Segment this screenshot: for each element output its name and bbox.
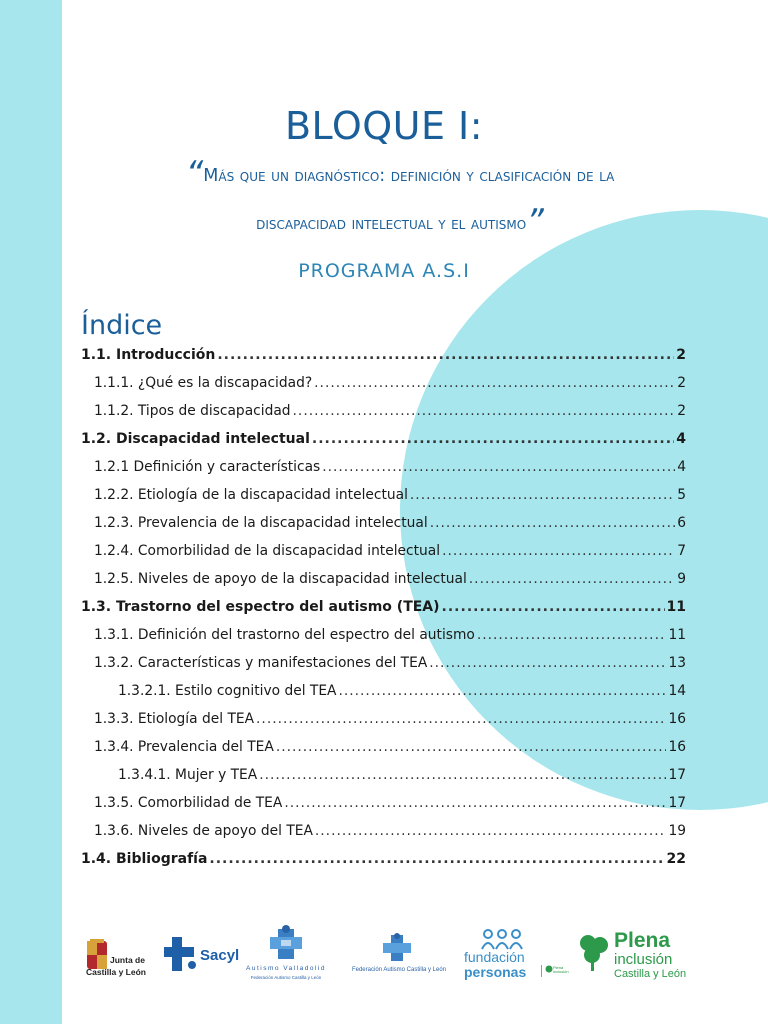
toc-entry[interactable] [81,851,686,873]
toc-entry-page: 6 [677,515,686,531]
toc-entry[interactable] [94,403,686,425]
toc-entry-page: 2 [677,375,686,391]
toc-entry-label: 1.3.1. Definición del trastorno del espectro del autismo [94,627,475,643]
toc-leader-dots [477,627,667,643]
federacion-text: Federación Autismo Castilla y León [351,967,447,973]
toc-entry-label: 1.3.5. Comorbilidad de TEA [94,795,283,811]
plena-small-icon [545,965,553,973]
fundacion-personas-logo [462,929,572,985]
toc-leader-dots [209,851,664,867]
program-name: PROGRAMA A.S.I [298,260,470,282]
toc-leader-dots [442,543,675,559]
toc-entry-page: 2 [677,403,686,419]
toc-leader-dots [315,823,667,839]
toc-entry-label: 1.4. Bibliografía [81,851,208,867]
toc-entry[interactable] [81,347,686,369]
toc-entry-page: 19 [668,823,686,839]
autismo-valladolid-logo [240,925,332,985]
toc-leader-dots [322,459,675,475]
federacion-autismo-logo [340,933,458,981]
subtitle-text-1: Más que un diagnóstico: definición y clasificación de la [203,166,615,186]
toc-entry-page: 9 [677,571,686,587]
autismo-valladolid-text: Autismo Valladolid [246,965,326,972]
toc-entry-label: 1.3.3. Etiología del TEA [94,711,255,727]
toc-entry-page: 17 [668,767,686,783]
toc-entry[interactable] [81,599,686,621]
toc-entry-label: 1.2. Discapacidad intelectual [81,431,310,447]
clover-icon [578,933,610,971]
toc-entry-label: 1.1.1. ¿Qué es la discapacidad? [94,375,313,391]
index-heading: Índice [81,310,163,341]
toc-entry-label: 1.3.2. Características y manifestaciones del TEA [94,655,428,671]
toc-entry-label: 1.2.2. Etiología de la discapacidad intelectual [94,487,408,503]
toc-leader-dots [256,711,666,727]
toc-entry-label: 1.2.1 Definición y características [94,459,321,475]
toc-leader-dots [442,599,665,615]
toc-entry[interactable] [94,487,686,509]
toc-entry[interactable] [94,375,686,397]
toc-leader-dots [429,655,666,671]
toc-leader-dots [312,431,674,447]
toc-entry[interactable] [94,543,686,565]
toc-entry-page: 22 [666,851,686,867]
toc-entry[interactable] [118,683,686,705]
toc-entry-label: 1.3.2.1. Estilo cognitivo del TEA [118,683,337,699]
toc-entry-label: 1.1.2. Tipos de discapacidad [94,403,291,419]
federacion-puzzle-icon [380,933,414,965]
junta-castilla-leon-logo [86,935,158,979]
toc-entry-page: 11 [666,599,686,615]
junta-text-2: Castilla y León [86,967,146,977]
toc-entry-page: 7 [677,543,686,559]
toc-entry-page: 4 [677,459,686,475]
toc-entry-label: 1.3. Trastorno del espectro del autismo (TEA) [81,599,440,615]
subtitle-text-2: discapacidad intelectual y el autismo [256,214,527,234]
sacyl-logo [162,935,240,979]
toc-entry[interactable] [94,655,686,677]
toc-leader-dots [430,515,676,531]
sacyl-cross-icon [162,935,198,975]
plena-small-text: Plena inclusión [553,965,569,974]
toc-entry[interactable] [81,431,686,453]
plena-inclusion-logo [578,931,698,983]
toc-leader-dots [284,795,666,811]
sacyl-text: Sacyl [200,947,240,964]
toc-leader-dots [259,767,666,783]
subtitle-line-2 [100,202,700,242]
toc-entry-label: 1.2.3. Prevalencia de la discapacidad intelectual [94,515,428,531]
toc-entry-page: 13 [668,655,686,671]
toc-entry-page: 11 [668,627,686,643]
toc-leader-dots [314,375,675,391]
toc-entry[interactable] [94,795,686,817]
fundacion-text-1: fundación [464,949,525,965]
plena-text-3: Castilla y León [614,968,687,980]
subtitle-line-1 [100,154,700,194]
toc-entry-label: 1.2.4. Comorbilidad de la discapacidad intelectual [94,543,441,559]
toc-leader-dots [410,487,675,503]
toc-entry-page: 14 [668,683,686,699]
toc-leader-dots [293,403,676,419]
toc-leader-dots [469,571,675,587]
toc-entry[interactable] [94,823,686,845]
toc-entry-page: 4 [676,431,686,447]
toc-entry[interactable] [118,767,686,789]
toc-entry-page: 5 [677,487,686,503]
toc-entry[interactable] [94,459,686,481]
toc-leader-dots [276,739,667,755]
toc-entry-label: 1.3.4.1. Mujer y TEA [118,767,258,783]
toc-leader-dots [217,347,674,363]
junta-text-1: Junta de [110,955,145,965]
toc-entry[interactable] [94,627,686,649]
toc-entry-label: 1.3.6. Niveles de apoyo del TEA [94,823,313,839]
toc-entry-page: 16 [668,711,686,727]
puzzle-figure-icon [266,925,306,963]
toc-entry-label: 1.1. Introducción [81,347,216,363]
block-title: BLOQUE I: [284,104,484,148]
toc-entry[interactable] [94,711,686,733]
close-quote: ” [526,202,544,242]
toc-entry-label: 1.2.5. Niveles de apoyo de la discapacidad intelectual [94,571,467,587]
toc-entry-label: 1.3.4. Prevalencia del TEA [94,739,274,755]
toc-entry[interactable] [94,739,686,761]
toc-leader-dots [339,683,667,699]
toc-entry[interactable] [94,571,686,593]
people-icon [480,929,524,951]
plena-text-1: Plena [614,929,671,952]
toc-entry-page: 17 [668,795,686,811]
toc-entry-page: 16 [668,739,686,755]
logo-bar [0,925,768,985]
fundacion-text-2: personas [464,964,527,980]
autismo-valladolid-subtext: Federación Autismo Castilla y León [250,975,322,980]
plena-text-2: inclusión [614,951,673,968]
toc-entry-page: 2 [676,347,686,363]
open-quote: “ [185,154,204,194]
separator [541,965,542,977]
toc-entry[interactable] [94,515,686,537]
